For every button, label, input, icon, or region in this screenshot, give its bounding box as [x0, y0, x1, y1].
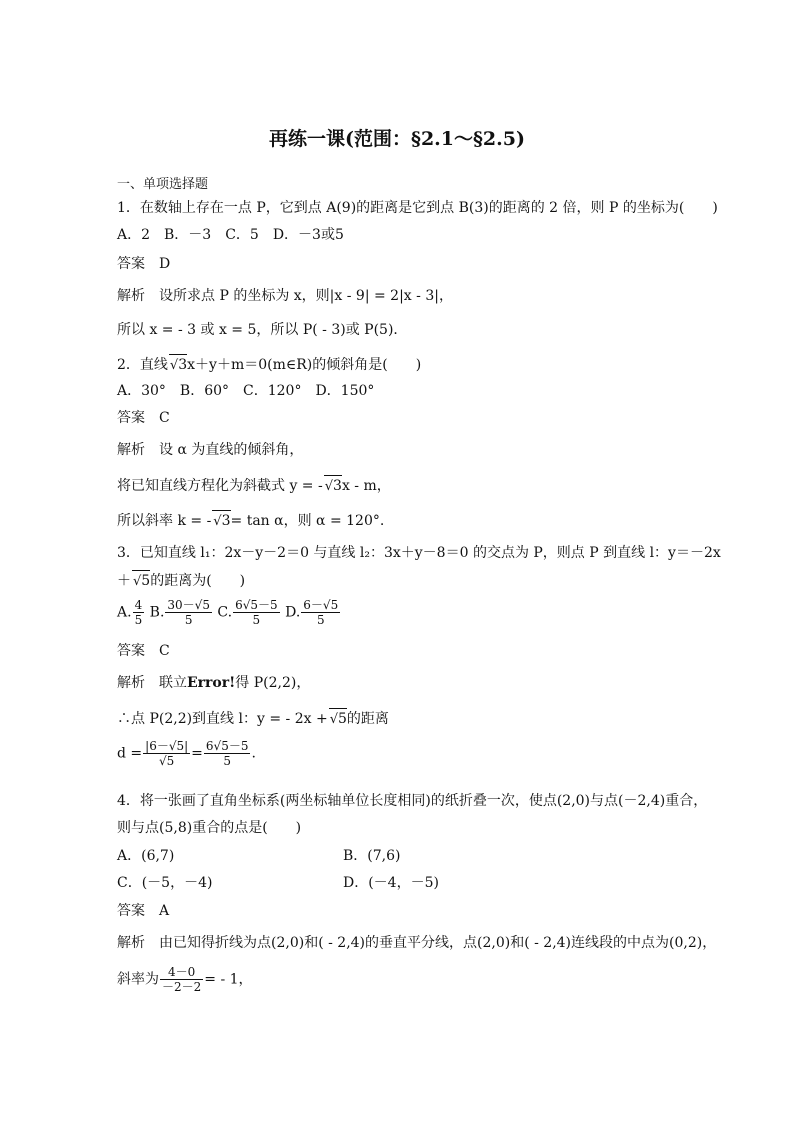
- q4-analysis-row: [117, 933, 716, 953]
- q3-option-b-label: B.: [149, 604, 165, 621]
- q2-stem-prefix: 2．直线: [117, 357, 168, 373]
- sqrt-symbol: √5: [329, 708, 347, 730]
- q4-analysis-1: 由已知得折线为点(2,0)和( - 2,4)的垂直平分线，点(2,0)和( - 2,4)连线段的中点为(0,2)，: [159, 935, 717, 951]
- q3-stem-1: 3．已知直线 l₁：2x－y－2＝0 与直线 l₂：3x＋y－8＝0 的交点为 P，则点 P 到直线 l：y＝－2x: [117, 545, 721, 561]
- analysis-label: 解析: [117, 935, 145, 951]
- analysis-label: 解析: [117, 288, 145, 304]
- sqrt-symbol: √5: [132, 570, 150, 592]
- q3-analysis-3-d: d =: [117, 745, 143, 762]
- q3-analysis-row: [117, 673, 310, 693]
- q1-analysis-2: 所以 x = - 3 或 x = 5，所以 P( - 3)或 P(5)．: [117, 322, 408, 338]
- q3-stem-2-sqrt: 5: [141, 573, 151, 589]
- q1-analysis-row: [117, 286, 453, 306]
- fraction-numerator: 30－√5: [167, 598, 210, 612]
- q2-stem: [117, 354, 421, 376]
- q3-option-c-label: C.: [217, 604, 233, 621]
- q1-answer: D: [159, 256, 171, 272]
- section-heading: 一、单项选择题: [117, 177, 209, 192]
- q2-analysis-3-sqrt: 3: [221, 513, 231, 529]
- q3-option-d-label: D.: [285, 604, 301, 621]
- q2-stem-sqrt: 3: [178, 357, 188, 373]
- q4-options-row-1: [117, 846, 174, 866]
- fraction-numerator: 4－0: [160, 965, 203, 980]
- q4-analysis-2-fraction: [160, 965, 203, 994]
- q2-analysis-3-suffix: = tan α，则 α = 120°.: [230, 513, 385, 529]
- q2-analysis-2: [117, 475, 391, 497]
- q2-answer: C: [159, 410, 170, 426]
- fraction-numerator: 6－√5: [303, 598, 339, 612]
- q3-analysis-3-eq: =: [191, 745, 203, 762]
- q3-analysis-3-fraction-2: [204, 739, 251, 768]
- q3-option-a-fraction: [133, 598, 145, 627]
- sqrt-symbol: √3: [212, 510, 230, 532]
- q3-analysis-1-prefix: 联立: [159, 675, 187, 691]
- q4-stem-2: 则与点(5,8)重合的点是( ): [117, 820, 302, 836]
- q4-answer: A: [159, 903, 170, 919]
- q3-analysis-2-sqrt: 5: [338, 711, 347, 727]
- fraction-denominator: √5: [159, 754, 175, 768]
- q3-stem-2-prefix: ＋: [117, 573, 131, 589]
- q3-analysis-1-error: Error!: [187, 675, 236, 691]
- q3-option-b-fraction: [165, 598, 212, 627]
- sqrt-symbol: √3: [324, 475, 342, 497]
- q4-option-c: C．(－5，－4): [117, 875, 213, 891]
- q4-answer-row: [117, 901, 169, 921]
- q4-option-a: A．(6,7): [117, 848, 175, 864]
- answer-label: 答案: [117, 410, 145, 426]
- q1-answer-row: [117, 254, 170, 274]
- q4-option-d: D．(－4，－5): [343, 875, 439, 891]
- q3-answer-row: [117, 641, 170, 661]
- fraction-numerator: |6－√5|: [145, 739, 189, 753]
- q2-stem-suffix: x＋y＋m＝0(m∈R)的倾斜角是( ): [187, 357, 422, 373]
- q2-analysis-2-prefix: 将已知直线方程化为斜截式 y = -: [117, 478, 323, 494]
- analysis-label: 解析: [117, 675, 145, 691]
- q2-analysis-3: [117, 510, 384, 532]
- q1-options: A．2 B．－3 C．5 D．－3或5: [117, 227, 344, 243]
- q3-option-a-label: A.: [117, 604, 132, 621]
- answer-label: 答案: [117, 256, 145, 272]
- fraction-numerator: 6√5－5: [235, 598, 278, 612]
- q4-analysis-2: [117, 965, 253, 994]
- q3-analysis-3-end: .: [251, 745, 256, 762]
- q3-analysis-2-prefix: ∴点 P(2,2)到直线 l：y = - 2x +: [117, 711, 328, 727]
- q1-analysis-1: 设所求点 P 的坐标为 x，则|x - 9| = 2|x - 3|，: [159, 288, 453, 304]
- answer-label: 答案: [117, 643, 145, 659]
- q2-analysis-row: [117, 440, 303, 460]
- fraction-denominator: 5: [184, 613, 193, 627]
- fraction-denominator: 5: [316, 613, 325, 627]
- analysis-label: 解析: [117, 442, 145, 458]
- q3-analysis-3-fraction-1: [143, 739, 190, 768]
- q3-option-c-fraction: [233, 598, 280, 627]
- sqrt-symbol: √3: [169, 354, 187, 376]
- q2-analysis-2-sqrt: 3: [333, 478, 342, 494]
- q2-analysis-1: 设 α 为直线的倾斜角，: [159, 442, 304, 458]
- q2-answer-row: [117, 408, 170, 428]
- fraction-denominator: －2－2: [162, 980, 202, 994]
- q3-options: [117, 598, 341, 627]
- fraction-denominator: 5: [134, 613, 143, 627]
- q3-analysis-2: [117, 708, 389, 730]
- q3-analysis-3: [117, 739, 256, 768]
- q4-options-row-2: [117, 873, 212, 893]
- q2-analysis-2-suffix: x - m，: [341, 478, 391, 494]
- q3-analysis-2-suffix: 的距离: [346, 711, 389, 727]
- q2-options: A．30° B．60° C．120° D．150°: [117, 383, 375, 399]
- q3-stem-2: [117, 570, 245, 592]
- q4-option-b: B．(7,6): [343, 848, 401, 864]
- q4-analysis-2-prefix: 斜率为: [117, 971, 159, 988]
- page-title: 再练一课(范围：§2.1～§2.5): [269, 128, 525, 150]
- q3-answer: C: [159, 643, 170, 659]
- fraction-numerator: 4: [134, 598, 143, 612]
- fraction-denominator: 5: [223, 754, 231, 768]
- q3-option-d-fraction: [301, 598, 340, 627]
- q4-stem-1: 4．将一张画了直角坐标系(两坐标轴单位长度相同)的纸折叠一次，使点(2,0)与点(－2,4)重合，: [117, 793, 708, 809]
- q1-stem: 1．在数轴上存在一点 P，它到点 A(9)的距离是它到点 B(3)的距离的 2 倍，则 P 的坐标为( ): [117, 200, 718, 216]
- q3-stem-2-suffix: 的距离为( ): [150, 573, 246, 589]
- answer-label: 答案: [117, 903, 145, 919]
- fraction-denominator: 5: [252, 613, 261, 627]
- q4-analysis-2-suffix: = - 1，: [204, 971, 253, 988]
- q3-analysis-1-suffix: 得 P(2,2)，: [235, 675, 311, 691]
- fraction-numerator: 6√5－5: [205, 739, 249, 753]
- q2-analysis-3-prefix: 所以斜率 k = -: [117, 513, 212, 529]
